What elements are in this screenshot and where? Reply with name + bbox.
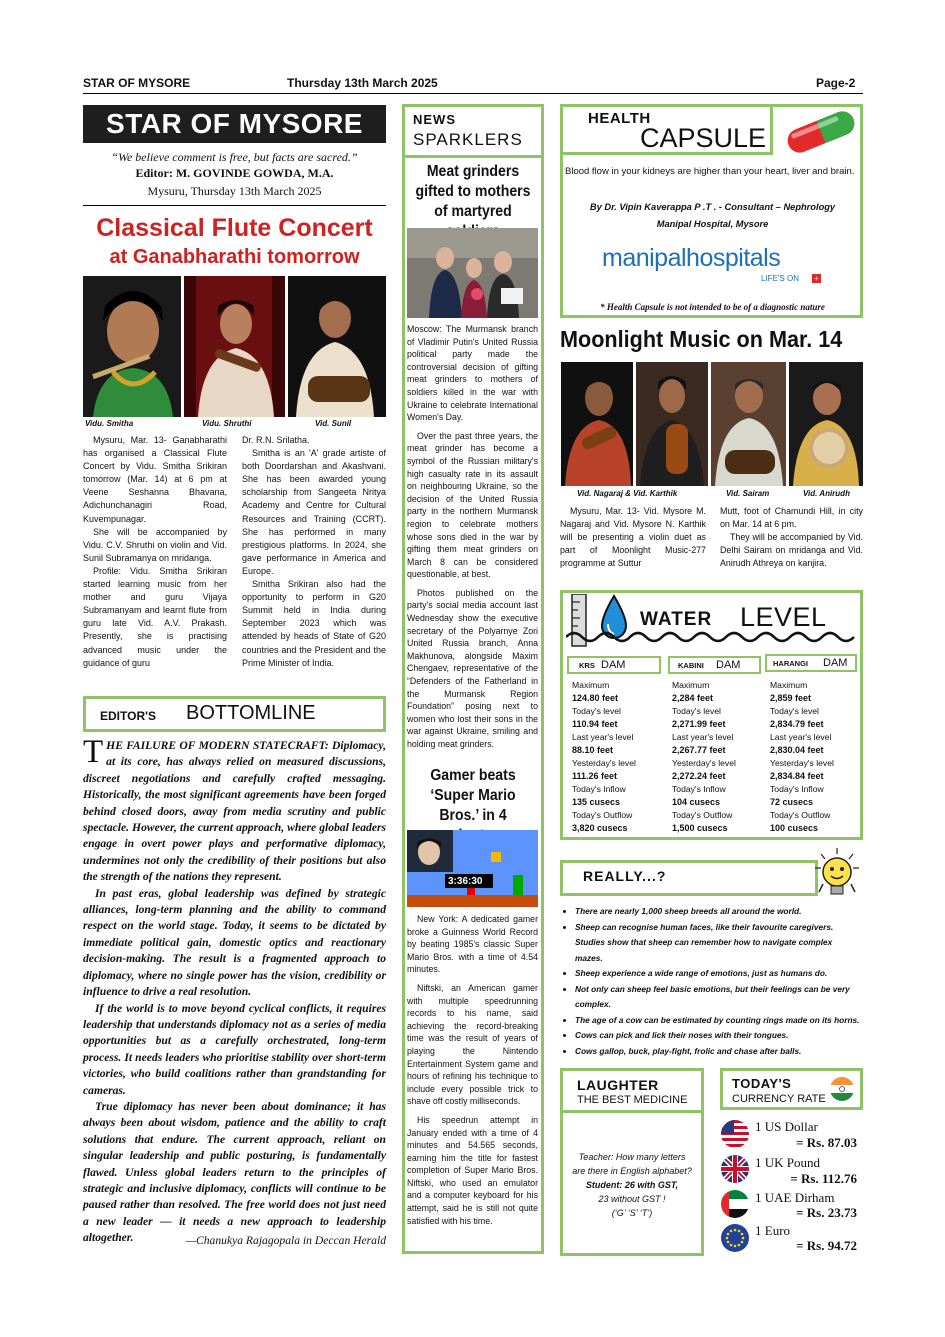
us-flag-icon <box>721 1120 749 1148</box>
harangi-row-value: 100 cusecs <box>770 823 819 833</box>
krs-row-value: 111.26 feet <box>572 771 618 781</box>
flute-subheadline: at Ganabharathi tomorrow <box>109 246 360 268</box>
laughter-joke <box>562 1150 702 1220</box>
masthead-editor: Editor: M. GOVINDE GOWDA, M.A. <box>135 166 334 180</box>
health-text: Blood flow in your kidneys are higher than your heart, liver and brain. <box>565 166 855 177</box>
mario-timer: 3:36:30 <box>448 876 483 887</box>
manipal-plus-icon: + <box>812 274 821 283</box>
dam-krs-name: KRS <box>579 661 595 670</box>
krs-row-value: 135 cusecs <box>572 797 621 807</box>
masthead-title: STAR OF MYSORE <box>83 105 386 143</box>
laughter-label-a: LAUGHTER <box>577 1077 659 1093</box>
dam-kabini-values <box>672 679 767 835</box>
flute-para-5: Smitha is an 'A' grade artiste of both Doordarshan and Akashvani. She has been awarded young scholarship from Sangeeta Nritya Academy and Centre for Cultural Resources and Training (CCRT). She has performed in many prestigious platforms. In 2024, she gave performance in America and Europe. <box>242 448 386 576</box>
krs-row-label: Last year's level <box>572 732 634 742</box>
really-list <box>565 904 862 1059</box>
rate-usd-name: 1 US Dollar <box>755 1119 818 1134</box>
caption-anirudh: Vid. Anirudh <box>803 489 850 498</box>
really-item: • Sheep can recognise human faces, like their favourite caregivers. Studies show that sheep can remember how to navigate complex mazes. <box>575 920 862 967</box>
masthead-motto: “We believe comment is free, but facts are sacred.” <box>111 150 358 164</box>
harangi-row-value: 2,834.79 feet <box>770 719 824 729</box>
dam-harangi-suffix: DAM <box>823 657 848 669</box>
joke-line-5: (‘G’ ‘S’ ‘T’) <box>611 1208 653 1218</box>
currency-label-a: TODAY'S <box>732 1076 792 1091</box>
harangi-row-label: Maximum <box>770 680 808 690</box>
krs-row-label: Today's level <box>572 706 621 716</box>
manipal-logo: manipalhospitals <box>602 244 781 272</box>
krs-row-value: 124.80 feet <box>572 693 619 703</box>
caption-shruthi: Vidu. Shruthi <box>202 419 252 428</box>
photo-anirudh <box>789 362 863 486</box>
harangi-row-value: 72 cusecs <box>770 797 814 807</box>
caption-sairam: Vid. Sairam <box>726 489 770 498</box>
harangi-row-value: 2,834.84 feet <box>770 771 824 781</box>
story2-para-2: Niftski, an American gamer with multiple speedrunning records to his name, said achieving the record-breaking time was the result of years of playing the Nintendo Entertainment System game and hours of refining his technique to include every possible trick to shave off costly milliseconds. <box>407 982 538 1107</box>
kabini-row-label: Yesterday's level <box>672 758 736 768</box>
krs-row-value: 88.10 feet <box>572 745 614 755</box>
bulb-icon <box>815 848 860 900</box>
editorial-body <box>83 734 386 1247</box>
dam-kabini-header <box>668 656 761 674</box>
masthead-dateline: Mysuru, Thursday 13th March 2025 <box>147 184 322 198</box>
story1-headline: Meat grinders gifted to mothers of martyred <box>415 163 531 220</box>
india-flag-icon <box>830 1077 854 1101</box>
story2-para-3: His speedrun attempt in January ended with a time of 4 minutes and 54.565 seconds, earning him the title for fastest completion of Super Mario Bros. Niftski, who used an emulator and a computer keyboard for his attempt, said he is still not quite satisfied with his time. <box>407 1114 538 1226</box>
flute-para-1: Mysuru, Mar. 13- Ganabharathi has organised a Classical Flute Concert by Vidu. Smitha Srikiran tomorrow (Mar. 14) at 6 pm at Veene Seshanna Bhavana, Adichunchanagiri Road, Kuvempunagar. <box>83 435 227 524</box>
harangi-row-label: Last year's level <box>770 732 832 742</box>
photo-sairam <box>711 362 786 486</box>
editorial-label-box <box>83 696 386 732</box>
caption-nagaraj-karthik: Vid. Nagaraj & Vid. Karthik <box>577 489 678 498</box>
uae-flag-icon <box>721 1190 749 1218</box>
kabini-row-label: Today's level <box>672 706 721 716</box>
kabini-row-value: 1,500 cusecs <box>672 823 728 833</box>
story1-body <box>407 323 538 751</box>
kabini-row-value: 2,271.99 feet <box>672 719 726 729</box>
joke-line-2: are there in English alphabet? <box>572 1166 692 1176</box>
joke-line-1: Teacher: How many letters <box>578 1152 686 1162</box>
dam-harangi-name: HARANGI <box>773 659 808 668</box>
dam-krs-header <box>567 656 661 674</box>
story1-para-2: Over the past three years, the meat grinder has become a symbol of the Russian military's high casualty rate in its assault on neighbouring Ukraine, so the decision of the United Russia party in the northern Murmansk region to celebrate mothers whose sons died in the war by gifting them meat grinders on March 8 can be considered questionable, at best. <box>407 430 538 580</box>
editorial-label-a: EDITOR'S <box>100 709 156 723</box>
photo-nagaraj <box>561 362 633 486</box>
rate-usd-value: = Rs. 87.03 <box>796 1135 857 1150</box>
header-page-number: Page-2 <box>816 76 856 90</box>
moonlight-para-3: They will be accompanied by Vid. Delhi Sairam on mridanga and Vid. Anirudh Athreya on kanjira. <box>720 532 863 569</box>
story1-para-3: Photos published on the party's social media account last Wednesday show the executive secretary of the Polyarnye Zori United Russia branch, Anna Makhunova, alongside Maxim Chengaev, representative of the “Defenders of the Fatherland in the Murmansk Region Foundation” posing next to women who lost their sons in the war against Ukraine, smiling and holding meat grinders. <box>407 587 538 749</box>
rate-eur-value: = Rs. 94.72 <box>796 1238 857 1253</box>
kabini-row-value: 104 cusecs <box>672 797 721 807</box>
health-disclaimer: * Health Capsule is not intended to be of a diagnostic nature <box>600 302 825 312</box>
news-label-rule <box>405 155 541 158</box>
really-item: • There are nearly 1,000 sheep breeds all around the world. <box>575 904 862 920</box>
flute-para-3: Profile: Vidu. Smitha Srikiran started learning music from her mother and guru Vijaya Subramanyam and learnt flute from guru late Vid. A.V. Prakash. Presently, she is practising advanced music under the guidance of guru <box>83 565 227 668</box>
kabini-row-value: 2,272.24 feet <box>672 771 726 781</box>
harangi-row-label: Today's Inflow <box>770 784 824 794</box>
rate-eur-name: 1 Euro <box>755 1223 791 1238</box>
currency-label-b: CURRENCY RATE <box>732 1093 826 1105</box>
moonlight-body-col2 <box>720 505 863 570</box>
masthead-rule <box>83 205 386 206</box>
rate-aed-value: = Rs. 23.73 <box>796 1205 857 1220</box>
rate-aed-name: 1 UAE Dirham <box>755 1190 835 1205</box>
photo-vidu-smitha <box>83 276 181 417</box>
joke-line-3: Student: 26 with GST, <box>585 1180 679 1190</box>
harangi-row-label: Today's level <box>770 706 819 716</box>
news-label-b: SPARKLERS <box>413 130 523 149</box>
photo-karthik <box>636 362 708 486</box>
really-item: • Not only can sheep feel basic emotions, but their feelings can be very complex. <box>575 982 862 1013</box>
health-byline: By Dr. Vipin Kaverappa P .T . - Consultant – Nephrology <box>589 202 836 212</box>
photo-vid-sunil <box>288 276 386 417</box>
editorial-para-1: HE FAILURE OF MODERN STATECRAFT: Diplomacy, at its core, has always relied on measured discussions, discreet negotiations and carefully crafted messaging. Historically, the most significant agreements have been forged behind closed doors, away from media scrutiny and public spectacle. However, the current approach, where global leaders engage in overt power plays and performative diplomacy, undermines not only the credibility of their positions but also the strength of the nations they represent. <box>83 739 386 884</box>
water-label-a: WATER <box>640 609 713 630</box>
flute-para-2: She will be accompanied by Vidu. C.V. Shruthi on violin and Vid. Sunil Subramanya on mridanga. <box>83 526 227 563</box>
photo-vidu-shruthi <box>184 276 285 417</box>
krs-row-label: Yesterday's level <box>572 758 636 768</box>
story1-para-1: Moscow: The Murmansk branch of Vladimir Putin's United Russia political party made the controversial decision of gifting meat grinders to mothers of soldiers killed in the war with Ukraine to celebrate International Women's Day. <box>407 324 538 423</box>
caption-sunil: Vid. Sunil <box>315 419 352 428</box>
health-label-a: HEALTH <box>588 110 651 127</box>
editorial-credit: —Chanukya Rajagopala in Deccan Herald <box>185 1234 386 1247</box>
moonlight-headline: Moonlight Music on Mar. 14 <box>560 326 843 352</box>
krs-row-label: Maximum <box>572 680 610 690</box>
kabini-row-label: Today's Outflow <box>672 810 733 820</box>
krs-row-value: 3,820 cusecs <box>572 823 628 833</box>
caption-smitha: Vidu. Smitha <box>85 419 134 428</box>
harangi-row-value: 2,859 feet <box>770 693 812 703</box>
kabini-row-label: Today's Inflow <box>672 784 726 794</box>
rate-gbp-value: = Rs. 112.76 <box>790 1171 857 1186</box>
editorial-dropcap: T <box>83 734 104 770</box>
really-item: • Sheep experience a wide range of emotions, just as humans do. <box>575 966 862 982</box>
kabini-row-label: Last year's level <box>672 732 734 742</box>
editorial-para-4: True diplomacy has never been about dominance; it has always been about wisdom, patience and the ability to craft solutions that endure. The current approach, reliant on singular leadership and public posturing, is fundamentally flawed. Unless global leaders return to the principles of strategic and inclusive diplomacy, conflicts will continue to be paused rather than resolved. The free world does not just need a new leader — it needs a new approach to leadership altogether. <box>83 1099 386 1245</box>
eu-flag-icon <box>721 1224 749 1252</box>
really-item: • The age of a cow can be estimated by counting rings made on its horns. <box>575 1013 862 1029</box>
krs-row-value: 110.94 feet <box>572 719 618 729</box>
dam-krs-suffix: DAM <box>601 659 626 671</box>
rate-gbp-name: 1 UK Pound <box>755 1155 821 1170</box>
dam-kabini-suffix: DAM <box>716 659 741 671</box>
flute-para-6: Smitha Srikiran also had the opportunity to perform in G20 Summit held in India during September 2023 which was attended by heads of State of G20 countries and the President and the Prime Minister of India. <box>242 579 386 668</box>
photo-super-mario <box>407 830 538 907</box>
editorial-label-b: BOTTOMLINE <box>186 702 316 724</box>
flute-headline: Classical Flute Concert <box>96 214 373 242</box>
harangi-row-label: Yesterday's level <box>770 758 834 768</box>
health-hospital: Manipal Hospital, Mysore <box>656 219 769 229</box>
dam-kabini-name: KABINI <box>678 661 704 670</box>
dam-krs-values <box>572 679 667 835</box>
dam-harangi-header <box>765 654 857 672</box>
kabini-row-label: Maximum <box>672 680 710 690</box>
moonlight-para-2: Mutt, foot of Chamundi Hill, in city on Mar. 14 at 6 pm. <box>720 506 863 530</box>
harangi-row-label: Today's Outflow <box>770 810 831 820</box>
flute-body-col2 <box>242 434 386 670</box>
editorial-para-2: In past eras, global leadership was defined by strategic alliances, long-term planning and the ability to command respect on the world stage. Today, it seems to be dictated by immediate political gain, domestic optics and reactionary decision-making. The result is a fragmented approach to diplomacy, where no single power has the vision, credibility or influence to drive a real resolution. <box>83 886 386 999</box>
header-date: Thursday 13th March 2025 <box>287 76 438 90</box>
joke-line-4: 23 without GST ! <box>598 1194 666 1204</box>
health-label-b: CAPSULE <box>640 123 767 153</box>
story2-body <box>407 913 538 1227</box>
harangi-row-value: 2,830.04 feet <box>770 745 824 755</box>
kabini-row-value: 2,267.77 feet <box>672 745 726 755</box>
really-label: REALLY...? <box>583 868 667 884</box>
krs-row-label: Today's Inflow <box>572 784 626 794</box>
flute-body-col1 <box>83 434 227 670</box>
moonlight-body-col1 <box>560 505 706 570</box>
really-item: • Cows gallop, buck, play-fight, frolic and chase after balls. <box>575 1044 862 1060</box>
uk-flag-icon <box>721 1155 749 1183</box>
editorial-para-3: If the world is to move beyond cyclical conflicts, it requires leadership that understands diplomacy not as a series of media opportunities but as a carefully orchestrated, long-term process. It needs leaders who prioritise stability over short-term victories, who build coalitions rather than grandstanding for cameras. <box>83 1001 386 1097</box>
manipal-logo-tag: LIFE'S ON <box>761 274 799 283</box>
photo-meat-grinders <box>407 228 538 318</box>
capsule-pill-icon <box>780 108 862 156</box>
header-rule <box>83 93 863 94</box>
flute-para-4: Dr. R.N. Srilatha. <box>242 435 310 445</box>
news-label-a: NEWS <box>413 112 456 127</box>
water-label-b: LEVEL <box>740 602 827 632</box>
story2-para-1: New York: A dedicated gamer broke a Guinness World Record by beating 1985's classic Super Mario Bros. with a time of 4.54 minutes. <box>407 914 538 975</box>
story2-headline: Gamer beats ‘Super Mario Bros.’ in 4 <box>430 767 516 824</box>
really-item: • Cows can pick and lick their noses with their tongues. <box>575 1028 862 1044</box>
laughter-label-b: THE BEST MEDICINE <box>577 1094 688 1106</box>
kabini-row-value: 2,284 feet <box>672 693 714 703</box>
krs-row-label: Today's Outflow <box>572 810 633 820</box>
header-paper-name: STAR OF MYSORE <box>83 76 191 90</box>
dam-harangi-values <box>770 679 862 835</box>
moonlight-para-1: Mysuru, Mar. 13- Vid. Mysore M. Nagaraj and Vid. Mysore N. Karthik will be presenting a violin duet as part of Moonlight Music-277 programme at Suttur <box>560 506 706 569</box>
water-gauge-icon <box>568 594 640 654</box>
